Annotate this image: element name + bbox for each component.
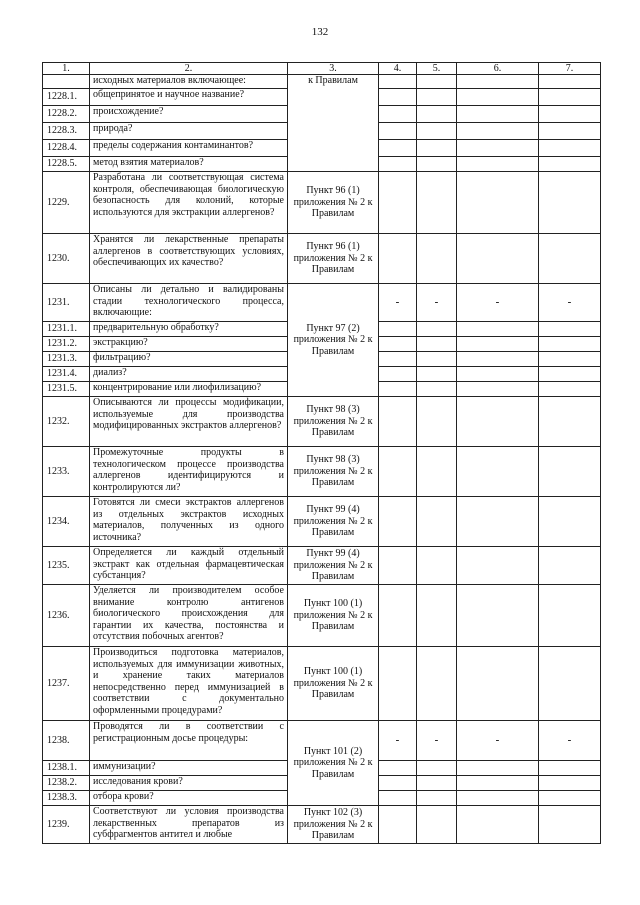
item-question: исходных материалов включающее: (90, 75, 288, 89)
dash-mark: - (417, 721, 457, 761)
column-header-3: 3. (288, 63, 379, 75)
item-question: метод взятия материалов? (90, 157, 288, 172)
item-question: исследования крови? (90, 776, 288, 791)
item-number: 1238.1. (43, 761, 90, 776)
item-number: 1228.5. (43, 157, 90, 172)
item-reference: Пункт 99 (4) приложения № 2 к Правилам (288, 547, 379, 585)
item-number: 1228.2. (43, 106, 90, 123)
item-question: отбора крови? (90, 791, 288, 806)
item-question: предварительную обработку? (90, 322, 288, 337)
item-number: 1238. (43, 721, 90, 761)
item-reference: Пункт 96 (1) приложения № 2 к Правилам (288, 234, 379, 284)
item-question: Разработана ли соответствующая система контроля, обеспечивающая биологическую безопасность для колоний, которые используются для экстракции аллергенов? (90, 172, 288, 234)
item-number: 1231.5. (43, 382, 90, 397)
item-number: 1231.3. (43, 352, 90, 367)
item-number: 1228.1. (43, 89, 90, 106)
table-row (43, 585, 601, 647)
item-question: Готовятся ли смеси экстрактов аллергенов из отдельных экстрактов исходных материалов, полученных из одного источника? (90, 497, 288, 547)
table-row (43, 497, 601, 547)
item-question: концентрирование или лиофилизацию? (90, 382, 288, 397)
item-reference: Пункт 100 (1) приложения № 2 к Правилам (288, 647, 379, 721)
dash-mark: - (417, 284, 457, 322)
item-number: 1238.3. (43, 791, 90, 806)
column-header-4: 4. (379, 63, 417, 75)
dash-mark: - (457, 721, 539, 761)
item-reference: Пункт 101 (2) приложения № 2 к Правилам (288, 721, 379, 806)
item-question: диализ? (90, 367, 288, 382)
item-question: Соответствуют ли условия производства лекарственных препаратов из субфрагментов антител и любые (90, 806, 288, 844)
table-row (43, 447, 601, 497)
column-header-row (43, 63, 601, 75)
dash-mark: - (539, 284, 601, 322)
item-question: Описаны ли детально и валидированы стадии технологического процесса, включающие: (90, 284, 288, 322)
table-row (43, 547, 601, 585)
table-row (43, 284, 601, 322)
item-number: 1230. (43, 234, 90, 284)
item-number: 1231.4. (43, 367, 90, 382)
item-question: происхождение? (90, 106, 288, 123)
item-number: 1235. (43, 547, 90, 585)
item-reference: Пункт 98 (3) приложения № 2 к Правилам (288, 447, 379, 497)
item-number: 1231.2. (43, 337, 90, 352)
dash-mark: - (379, 721, 417, 761)
item-question: Определяется ли каждый отдельный экстракт как отдельная фармацевтическая субстанция? (90, 547, 288, 585)
dash-mark: - (457, 284, 539, 322)
table-row (43, 397, 601, 447)
item-number: 1239. (43, 806, 90, 844)
item-question: общепринятое и научное название? (90, 89, 288, 106)
item-reference: Пункт 97 (2) приложения № 2 к Правилам (288, 284, 379, 397)
page-number: 132 (311, 26, 329, 38)
table-row (43, 721, 601, 761)
item-number: 1238.2. (43, 776, 90, 791)
item-number (43, 75, 90, 89)
table-row (43, 75, 601, 89)
item-number: 1231.1. (43, 322, 90, 337)
item-question: фильтрацию? (90, 352, 288, 367)
item-question: Хранятся ли лекарственные препараты аллергенов в соответствующих условиях, обеспечивающих их качество? (90, 234, 288, 284)
item-number: 1232. (43, 397, 90, 447)
item-question: экстракцию? (90, 337, 288, 352)
item-question: пределы содержания контаминантов? (90, 140, 288, 157)
item-number: 1234. (43, 497, 90, 547)
item-reference: Пункт 100 (1) приложения № 2 к Правилам (288, 585, 379, 647)
column-header-2: 2. (90, 63, 288, 75)
item-number: 1231. (43, 284, 90, 322)
item-question: природа? (90, 123, 288, 140)
column-header-6: 6. (457, 63, 539, 75)
item-number: 1228.3. (43, 123, 90, 140)
item-question: Описываются ли процессы модификации, используемые для производства модифицированных экстрактов аллергенов? (90, 397, 288, 447)
item-question: Уделяется ли производителем особое внимание контролю антигенов биологического происхождения для гарантии их качества, постоянства и отсутствия побочных агентов? (90, 585, 288, 647)
item-number: 1233. (43, 447, 90, 497)
column-header-1: 1. (43, 63, 90, 75)
item-number: 1229. (43, 172, 90, 234)
table-row (43, 234, 601, 284)
item-reference: Пункт 99 (4) приложения № 2 к Правилам (288, 497, 379, 547)
table-row (43, 806, 601, 844)
item-question: иммунизации? (90, 761, 288, 776)
checklist-table (42, 62, 601, 844)
table-row (43, 647, 601, 721)
item-question: Производиться подготовка материалов, используемых для иммунизации животных, и хранение таких материалов непосредственно перед иммунизацией в соответствии с документально оформленными процедурами? (90, 647, 288, 721)
column-header-7: 7. (539, 63, 601, 75)
item-number: 1228.4. (43, 140, 90, 157)
column-header-5: 5. (417, 63, 457, 75)
item-number: 1236. (43, 585, 90, 647)
item-reference: к Правилам (288, 75, 379, 172)
item-reference: Пункт 98 (3) приложения № 2 к Правилам (288, 397, 379, 447)
dash-mark: - (379, 284, 417, 322)
table-row (43, 172, 601, 234)
dash-mark: - (539, 721, 601, 761)
item-question: Промежуточные продукты в технологическом процессе производства аллергенов идентифицируются и контролируются ли? (90, 447, 288, 497)
item-number: 1237. (43, 647, 90, 721)
item-reference: Пункт 102 (3) приложения № 2 к Правилам (288, 806, 379, 844)
item-question: Проводятся ли в соответствии с регистрационным досье процедуры: (90, 721, 288, 761)
item-reference: Пункт 96 (1) приложения № 2 к Правилам (288, 172, 379, 234)
